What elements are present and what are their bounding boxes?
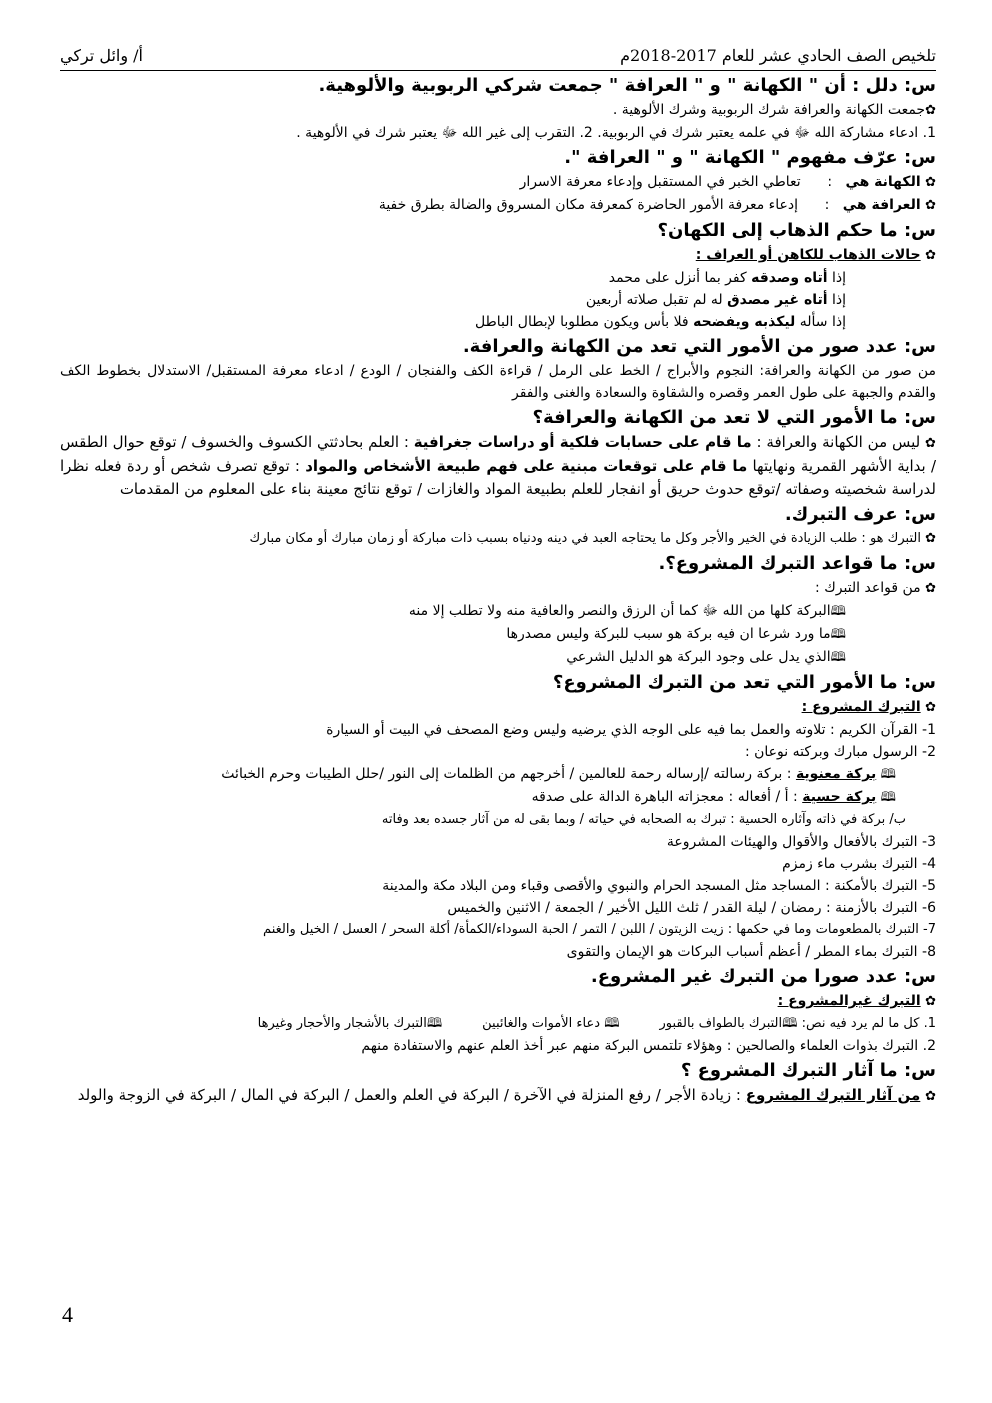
definition-term: العرافة هي [842,197,921,213]
rule-item: 🕮ما ورد شرعا ان فيه بركة هو سبب للبركة وليس مصدرها [506,626,846,642]
rule-item: 🕮البركة كلها من الله ﷻ كما أن الرزق والنصر والعافية منه ولا تطلب إلا منه [408,603,846,619]
question-heading: س: عرّف مفهوم " الكهانة " و " العرافة ". [564,147,936,168]
book-icon: 🕮 [830,604,846,619]
list-item: 🕮 بركة حسية : أ / أفعاله : معجزاته الباهرة الدالة على صدقه [531,789,896,805]
question-heading: س: عرف التبرك. [784,504,936,525]
question-heading: س: ما الأمور التي تعد من التبرك المشروع؟ [552,672,936,693]
answer-line: ✿ التبرك هو : طلب الزيادة في الخير والأجر وكل ما يحتاجه العبد في دينه ودنياه بسبب ذات مباركة أو زمان مبارك أو مكان مبارك [249,531,936,546]
flower-icon: ✿ [925,175,936,190]
case-line: إذا سأله ليكذبه ويفضحه فلا بأس ويكون مطلوبا لإبطال الباطل [474,314,846,330]
flower-icon: ✿ [925,581,936,596]
flower-icon: ✿ [925,994,936,1009]
answer-line: 1. ادعاء مشاركة الله ﷻ في علمه يعتبر شرك في الربوبية. 2. التقرب إلى غير الله ﷻ يعتبر شرك في الألوهية . [296,125,936,141]
list-item: 5- التبرك بالأمكنة : المساجد مثل المسجد الحرام والنبوي والأقصى وقباء ومن البلاد مكة والمدينة [382,878,936,894]
list-item: 3- التبرك بالأفعال والأقوال والهيئات المشروعة [666,834,936,850]
header-author: أ/ وائل تركي [60,46,143,65]
flower-icon: ✿ [925,103,936,118]
page-number: 4 [62,1302,73,1327]
header-title: تلخيص الصف الحادي عشر للعام 2017-2018م [620,46,936,65]
subheading: ✿ التبرك المشروع : [801,699,936,715]
definition-text: إدعاء معرفة الأمور الحاضرة كمعرفة مكان المسروق والضالة بطرق خفية [378,197,798,213]
list-item: ب/ بركة في ذاته وآثاره الحسية : تبرك به الصحابه في حياته / وبما بقى له من آثار جسده بعد وفاته [381,812,906,827]
definition-term: الكهانة هي [845,174,921,190]
book-icon: 🕮 [782,1016,798,1031]
list-item: 7- التبرك بالمطعومات وما في حكمها : زيت الزيتون / اللبن / التمر / الحبة السوداء/الكمأة/ أكلة السحر / العسل / الخيل والغنم [263,922,936,937]
list-item: 2. التبرك بذوات العلماء والصالحين : وهؤلاء تلتمس البركة منهم عبر أخذ العلم عنهم والاستفادة منهم [361,1038,936,1054]
question-heading: س: عدد صور من الأمور التي تعد من الكهانة والعرافة. [462,336,936,357]
answer-line: ✿ من قواعد التبرك : [815,580,936,596]
answer-paragraph: ✿ من آثار التبرك المشروع : زيادة الأجر / رفع المنزلة في الآخرة / البركة في العلم والعمل / البركة في المال / البركة في الزوجة والولد [77,1086,936,1104]
list-item: 8- التبرك بماء المطر / أعظم أسباب البركات هو الإيمان والتقوى [566,944,936,960]
book-icon: 🕮 [830,650,846,665]
list-item: 🕮 بركة معنوية : بركة رسالته /إرساله رحمة للعالمين / أخرجهم من الظلمات إلى النور /حلل الطيبات وحرم الخبائث [221,766,896,782]
book-icon: 🕮 [880,767,896,782]
subheading: ✿ التبرك غيرالمشروع : [777,993,936,1009]
flower-icon: ✿ [925,1089,936,1104]
book-icon: 🕮 [880,790,896,805]
answer-paragraph: من صور من الكهانة والعرافة: النجوم والأبراج / الخط على الرمل / قراءة الكف والفنجان / الودع / ادعاء معرفة المستقبل/ الاستدلال بخطوط الكف والقدم والجبهة على طول العمر وقصره والشقاوة والسعادة والغنى والفقر [60,363,936,401]
flower-icon: ✿ [925,700,936,715]
answer-line: ✿جمعت الكهانة والعرافة شرك الربوبية وشرك الألوهية . [612,102,936,118]
list-item: 1. كل ما لم يرد فيه نص: 🕮التبرك بالطواف بالقبور🕮 دعاء الأموات والغائبين🕮التبرك بالأشجار والأحجار وغيرها [257,1016,936,1031]
list-item: 1- القرآن الكريم : تلاوته والعمل بما فيه على الوجه الذي يرضيه وليس وضع المصحف في البيت أو السيارة [326,722,936,738]
case-line: إذا أتاه وصدقه كفر بما أنزل على محمد [608,270,846,286]
answer-paragraph: ✿ ليس من الكهانة والعرافة : ما قام على حسابات فلكية أو دراسات جغرافية : العلم بحادثتي الكسوف والخسوف / توقع حوال الطقس / بداية الأشهر القمرية ونهايتها ما قام على توقعات مبنية على فهم طبيعة الأشخاص والمواد : توقع تصرف شخص أو ردة فعله نظرا لدراسة شخصيته وصفاته /توقع حدوث حريق أو انفجار للعلم بطبيعة المواد والغازات / توقع نتائج معينة بناء على المعلوم من المقدمات [60,433,937,498]
definition-line: ✿ الكهانة هي : تعاطي الخبر في المستقبل وإدعاء معرفة الاسرار [519,174,936,190]
list-item: 2- الرسول مبارك وبركته نوعان : [744,744,936,760]
page-header [60,44,936,71]
book-icon: 🕮 [604,1016,620,1031]
book-icon: 🕮 [426,1016,443,1031]
flower-icon: ✿ [925,436,936,451]
definition-line: ✿ العرافة هي : إدعاء معرفة الأمور الحاضرة كمعرفة مكان المسروق والضالة بطرق خفية [378,197,936,213]
question-heading: س: عدد صورا من التبرك غير المشروع. [590,966,936,987]
case-line: إذا أتاه غير مصدق له لم تقبل صلاته أربعين [585,292,846,308]
list-item: 6- التبرك بالأزمنة : رمضان / ليلة القدر / ثلث الليل الأخير / الجمعة / الاثنين والخميس [447,900,936,916]
question-heading: س: ما آثار التبرك المشروع ؟ [680,1060,936,1081]
flower-icon: ✿ [925,198,936,213]
book-icon: 🕮 [830,627,846,642]
question-heading: س: ما الأمور التي لا تعد من الكهانة والعرافة؟ [532,407,936,428]
list-item: 4- التبرك بشرب ماء زمزم [782,856,936,872]
question-heading: س: ما قواعد التبرك المشروع؟. [658,553,936,574]
rule-item: 🕮الذي يدل على وجود البركة هو الدليل الشرعي [566,649,846,665]
flower-icon: ✿ [925,531,936,546]
flower-icon: ✿ [925,248,936,263]
subheading: ✿ حالات الذهاب للكاهن أو العراف : [695,247,936,263]
document-body [60,72,936,1108]
definition-text: تعاطي الخبر في المستقبل وإدعاء معرفة الاسرار [519,174,801,190]
question-heading: س: ما حكم الذهاب إلى الكهان؟ [657,220,936,241]
question-heading: س: دلل : أن " الكهانة " و " العرافة " جمعت شركي الربوبية والألوهية. [318,75,936,96]
